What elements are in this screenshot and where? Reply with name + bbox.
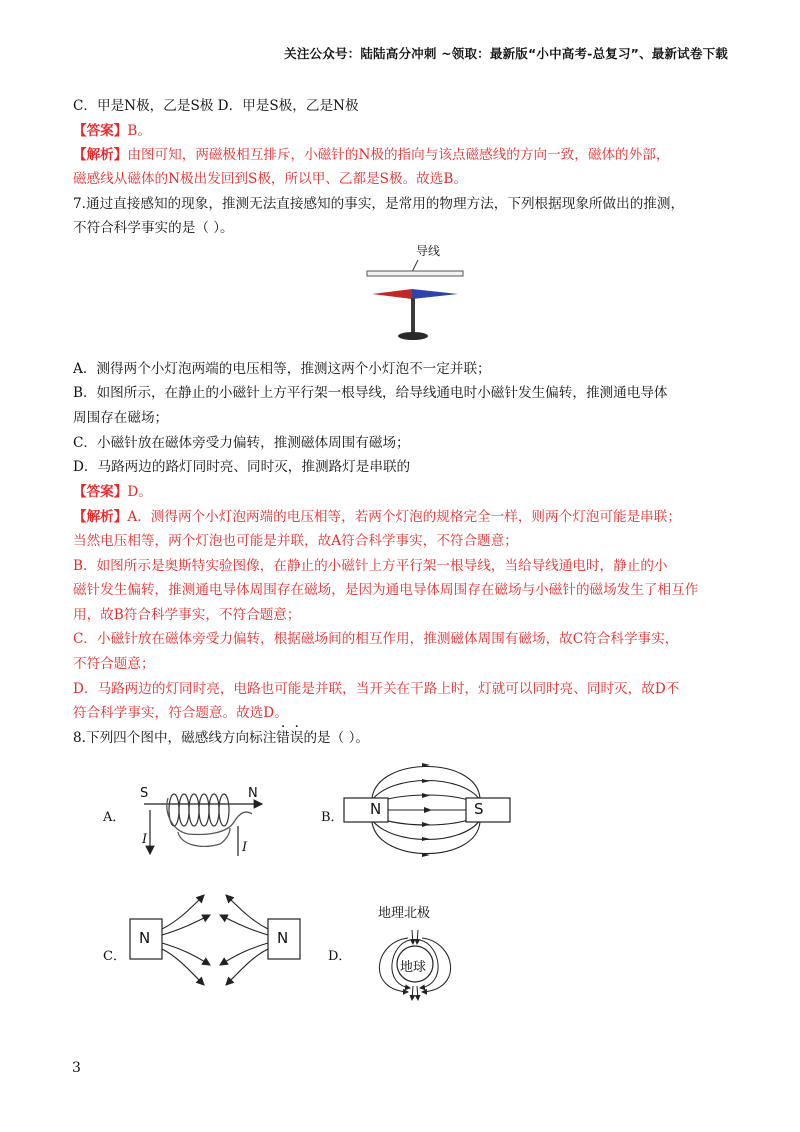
solenoid-drawing	[130, 770, 270, 865]
right-n-label: N	[277, 929, 289, 947]
q7-stem-line2: 不符合科学事实的是（ ）。	[73, 220, 234, 236]
q7-analysis-c2: 不符合题意；	[73, 656, 155, 672]
q8-stem-post: 的是（ ）。	[303, 730, 369, 746]
magnet-n-block	[344, 798, 388, 822]
q8-stem	[73, 729, 369, 747]
answer-value: D。	[127, 484, 152, 500]
q7-option-b-line1: B．如图所示，在静止的小磁针上方平行架一根导线，给导线通电时小磁针发生偏转，推测通电导体	[73, 385, 668, 401]
q7-option-b-line2: 周围存在磁场；	[73, 410, 169, 426]
page-number: 3	[72, 1060, 81, 1076]
q7-answer	[73, 483, 152, 501]
magnet-n-label: N	[370, 800, 382, 818]
q7-analysis-b3: 用，故B符合科学事实，不符合题意；	[73, 607, 301, 623]
q7-analysis-d2: 符合科学事实，符合题意。故选D。	[73, 705, 288, 721]
magnet-s-label: S	[474, 800, 484, 818]
current-label-right: I	[242, 840, 248, 855]
coil-windings	[169, 794, 229, 826]
q8-stem-pre: 8.下列四个图中，磁感线方向标注	[73, 730, 277, 746]
bar-magnet-drawing	[342, 752, 514, 870]
wire-label: 导线	[416, 244, 441, 258]
q7-analysis-a1	[73, 508, 681, 526]
answer-tag: 【答案】	[73, 123, 128, 139]
solenoid-n-label: N	[248, 786, 258, 801]
q7-analysis-d1: D．马路两边的灯同时亮，电路也可能是并联，当开关在干路上时，灯就可以同时亮、同时灭，故D不	[73, 681, 680, 697]
q7-option-c: C．小磁针放在磁体旁受力偏转，推测磁体周围有磁场；	[73, 435, 410, 451]
answer-value: B。	[127, 123, 151, 139]
needle-stand	[411, 298, 415, 334]
analysis-text: A．测得两个小灯泡两端的电压相等，若两个灯泡的规格完全一样，则两个灯泡可能是串联；	[127, 509, 681, 525]
left-n-label: N	[139, 929, 151, 947]
q8-label-c: C．	[103, 949, 126, 964]
q8-figure-a	[130, 770, 270, 865]
q7-stem-line1: 7.通过直接感知的现象，推测无法直接感知的事实，是常用的物理方法，下列根据现象所做出的推测，	[73, 196, 685, 212]
q6-analysis-line1	[73, 146, 669, 164]
q8-label-d: D．	[328, 949, 352, 964]
oersted-figure	[360, 240, 470, 350]
magnet-s-block	[466, 798, 510, 822]
q7-option-a: A．测得两个小灯泡两端的电压相等，推测这两个小灯泡不一定并联；	[73, 361, 491, 377]
wire-bar	[367, 271, 463, 276]
q6-options-cd: C．甲是N极，乙是S极 D．甲是S极，乙是N极	[73, 98, 359, 114]
q6-answer	[73, 122, 151, 140]
q7-analysis-b2: 磁针发生偏转，推测通电导体周围存在磁场，是因为通电导体周围存在磁场与小磁针的磁场发生了相互作	[73, 582, 699, 598]
needle-base	[398, 332, 428, 340]
answer-tag: 【答案】	[73, 484, 128, 500]
q8-stem-emph1: 错	[276, 730, 290, 746]
q8-stem-emph2: 误	[289, 730, 304, 746]
left-field-lines	[162, 895, 210, 985]
needle-blue-half	[412, 289, 458, 299]
analysis-tag: 【解析】	[73, 509, 128, 525]
q8-figure-b	[342, 752, 514, 870]
q7-analysis-c1: C．小磁针放在磁体旁受力偏转，根据磁场间的相互作用，推测磁体周围有磁场，故C符合科学事实，	[73, 631, 679, 647]
needle-red-half	[372, 289, 412, 299]
q7-option-d: D．马路两边的路灯同时亮、同时灭，推测路灯是串联的	[73, 459, 411, 475]
q8-figure-c	[128, 885, 303, 997]
q8-figure-d	[360, 900, 470, 1010]
q7-analysis-b1: B．如图所示是奥斯特实验图像，在静止的小磁针上方平行架一根导线，当给导线通电时，静止的小	[73, 558, 668, 574]
analysis-tag: 【解析】	[73, 147, 128, 163]
page-header: 关注公众号：陆陆高分冲刺 ~领取：最新版“小中高考-总复习”、最新试卷下载	[284, 46, 728, 61]
solenoid-s-label: S	[140, 786, 149, 801]
q8-label-b: B．	[321, 810, 344, 825]
right-field-lines	[220, 895, 268, 985]
wire-label-pointer	[412, 260, 418, 272]
q8-label-a: A．	[103, 810, 126, 825]
earth-label: 地球	[400, 960, 427, 975]
q6-analysis-line2: 磁感线从磁体的N极出发回到S极，所以甲、乙都是S极。故选B。	[73, 171, 467, 187]
analysis-text: 由图可知，两磁极相互排斥，小磁针的N极的指向与该点磁感线的方向一致，磁体的外部，	[127, 147, 670, 163]
q7-analysis-a2: 当然电压相等，两个灯泡也可能是并联，故A符合科学事实，不符合题意；	[73, 533, 518, 549]
geographic-north-label: 地理北极	[378, 906, 431, 921]
oersted-drawing	[360, 240, 470, 350]
current-label-left: I	[142, 832, 148, 847]
